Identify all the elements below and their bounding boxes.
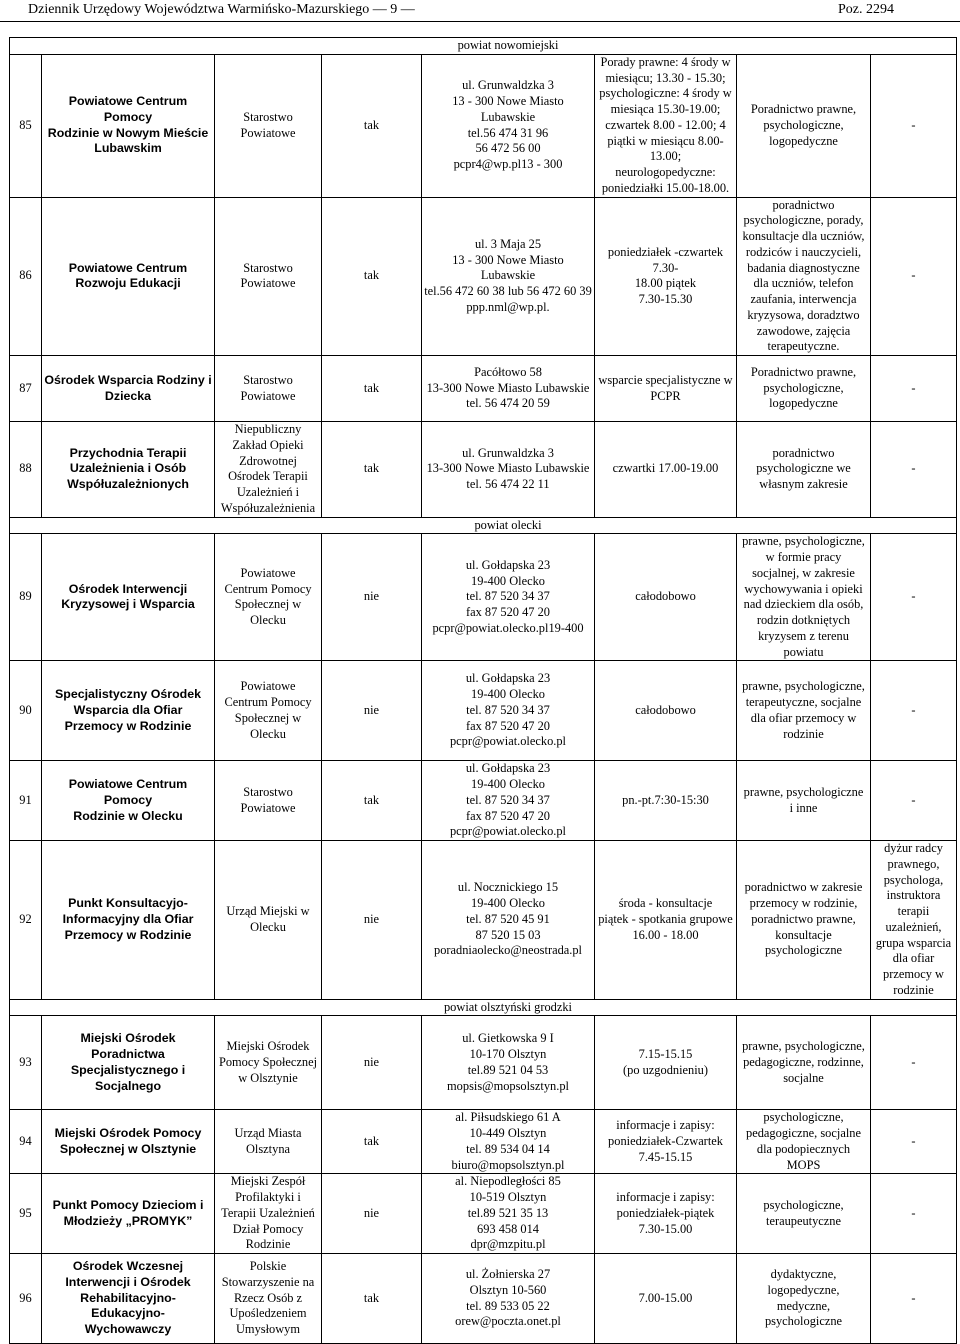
founding-body: Niepubliczny Zakład Opieki Zdrowotnej Ośrodek Terapii Uzależnień i Współuzależnienia (215, 422, 322, 518)
other-info: - (871, 761, 957, 841)
support-scope: prawne, psychologiczne, w formie pracy socjalnej, w zakresie wychowywania i opieki nad dzieckiem dla osób, rodzin dotkniętych kryzysem z terenu powiatu (737, 534, 871, 661)
address-contact: ul. Gołdapska 23 19-400 Olecko tel. 87 520 34 37 fax 87 520 47 20 pcpr@powiat.olecko.pl19-400 (422, 534, 595, 661)
ngo-flag: nie (322, 841, 422, 1000)
address-contact: al. Niepodległości 85 10-519 Olsztyn tel.89 521 35 13 693 458 014 dpr@mzpitu.pl (422, 1174, 595, 1254)
institution-name: Specjalistyczny Ośrodek Wsparcia dla Ofiar Przemocy w Rodzinie (42, 661, 215, 761)
founding-body: Urząd Miasta Olsztyna (215, 1110, 322, 1174)
opening-hours: pn.-pt.7:30-15:30 (595, 761, 737, 841)
table-row (10, 1174, 957, 1254)
founding-body: Starostwo Powiatowe (215, 761, 322, 841)
row-number: 93 (10, 1016, 42, 1110)
row-number: 91 (10, 761, 42, 841)
other-info: dyżur radcy prawnego, psychologa, instruktora terapii uzależnień, grupa wsparcia dla ofiar przemocy w rodzinie (871, 841, 957, 1000)
support-scope: Poradnictwo prawne, psychologiczne, logopedyczne (737, 54, 871, 197)
other-info: - (871, 1254, 957, 1344)
row-number: 85 (10, 54, 42, 197)
address-contact: ul. Gołdapska 23 19-400 Olecko tel. 87 520 34 37 fax 87 520 47 20 pcpr@powiat.olecko.pl (422, 761, 595, 841)
opening-hours: Porady prawne: 4 środy w miesiącu; 13.30 - 15.30; psychologiczne: 4 środy w miesiąca 15.30-19.00; czwartek 8.00 - 12.00; 4 piątki w miesiącu 8.00-13.00; neurologopedyczne: poniedziałki 15.00-18.00. (595, 54, 737, 197)
support-scope: poradnictwo w zakresie przemocy w rodzinie, poradnictwo prawne, konsultacje psychologiczne (737, 841, 871, 1000)
other-info: - (871, 1174, 957, 1254)
row-number: 95 (10, 1174, 42, 1254)
address-contact: ul. Grunwaldzka 3 13 - 300 Nowe Miasto Lubawskie tel.56 474 31 96 56 472 56 00 pcpr4@wp.pl13 - 300 (422, 54, 595, 197)
founding-body: Starostwo Powiatowe (215, 54, 322, 197)
support-scope: Poradnictwo prawne, psychologiczne, logopedyczne (737, 356, 871, 422)
ngo-flag: tak (322, 761, 422, 841)
founding-body: Miejski Ośrodek Pomocy Społecznej w Olsztynie (215, 1016, 322, 1110)
founding-body: Miejski Zespół Profilaktyki i Terapii Uzależnień Dział Pomocy Rodzinie (215, 1174, 322, 1254)
row-number: 90 (10, 661, 42, 761)
region-title: powiat nowomiejski (422, 38, 595, 55)
institution-name: Powiatowe Centrum Rozwoju Edukacji (42, 197, 215, 356)
institution-name: Ośrodek Wsparcia Rodziny i Dziecka (42, 356, 215, 422)
ngo-flag: tak (322, 356, 422, 422)
institution-name: Ośrodek Interwencji Kryzysowej i Wsparcia (42, 534, 215, 661)
support-scope: poradnictwo psychologiczne, porady, konsultacje dla uczniów, rodziców i nauczycieli, badania diagnostyczne dla uczniów, telefon zaufania, interwencja kryzysowa, doradztwo zawodowe, zajęcia terapeutyczne. (737, 197, 871, 356)
other-info: - (871, 534, 957, 661)
ngo-flag: tak (322, 197, 422, 356)
address-contact: ul. 3 Maja 25 13 - 300 Nowe Miasto Lubawskie tel.56 472 60 38 lub 56 472 60 39 ppp.nml@wp.pl. (422, 197, 595, 356)
ngo-flag: nie (322, 1174, 422, 1254)
region-title: powiat olecki (422, 517, 595, 534)
founding-body: Powiatowe Centrum Pomocy Społecznej w Olecku (215, 534, 322, 661)
institution-name: Przychodnia Terapii Uzależnienia i Osób Współuzależnionych (42, 422, 215, 518)
opening-hours: całodobowo (595, 661, 737, 761)
opening-hours: 7.00-15.00 (595, 1254, 737, 1344)
address-contact: al. Piłsudskiego 61 A 10-449 Olsztyn tel. 89 534 04 14 biuro@mopsolsztyn.pl (422, 1110, 595, 1174)
row-number: 96 (10, 1254, 42, 1344)
support-scope: psychologiczne, teraupeutyczne (737, 1174, 871, 1254)
other-info: - (871, 197, 957, 356)
founding-body: Starostwo Powiatowe (215, 356, 322, 422)
opening-hours: wsparcie specjalistyczne w PCPR (595, 356, 737, 422)
address-contact: ul. Gietkowska 9 I 10-170 Olsztyn tel.89 521 04 53 mopsis@mopsolsztyn.pl (422, 1016, 595, 1110)
opening-hours: informacje i zapisy: poniedziałek-piątek 7.30-15.00 (595, 1174, 737, 1254)
opening-hours: informacje i zapisy: poniedziałek-Czwartek 7.45-15.15 (595, 1110, 737, 1174)
founding-body: Polskie Stowarzyszenie na Rzecz Osób z Upośledzeniem Umysłowym (215, 1254, 322, 1344)
table-row (10, 197, 957, 356)
institution-name: Punkt Konsultacyjo- Informacyjny dla Ofiar Przemocy w Rodzinie (42, 841, 215, 1000)
institution-name: Powiatowe Centrum Pomocy Rodzinie w Olecku (42, 761, 215, 841)
address-contact: ul. Nocznickiego 15 19-400 Olecko tel. 87 520 45 91 87 520 15 03 poradniaolecko@neostrada.pl (422, 841, 595, 1000)
table-row (10, 54, 957, 197)
row-number: 94 (10, 1110, 42, 1174)
page-header (0, 0, 960, 24)
row-number: 92 (10, 841, 42, 1000)
address-contact: ul. Gołdapska 23 19-400 Olecko tel. 87 520 34 37 fax 87 520 47 20 pcpr@powiat.olecko.pl (422, 661, 595, 761)
institution-name: Miejski Ośrodek Poradnictwa Specjalistycznego i Socjalnego (42, 1016, 215, 1110)
support-scope: prawne, psychologiczne, pedagogiczne, rodzinne, socjalne (737, 1016, 871, 1110)
address-contact: Pacółtowo 58 13-300 Nowe Miasto Lubawskie tel. 56 474 20 59 (422, 356, 595, 422)
founding-body: Urząd Miejski w Olecku (215, 841, 322, 1000)
other-info: - (871, 54, 957, 197)
region-row (10, 999, 957, 1016)
table-row (10, 1254, 957, 1344)
other-info: - (871, 356, 957, 422)
ngo-flag: tak (322, 54, 422, 197)
row-number: 89 (10, 534, 42, 661)
region-row (10, 38, 957, 55)
address-contact: ul. Żołnierska 27 Olsztyn 10-560 tel. 89 533 05 22 orew@poczta.onet.pl (422, 1254, 595, 1344)
opening-hours: 7.15-15.15 (po uzgodnieniu) (595, 1016, 737, 1110)
other-info: - (871, 1110, 957, 1174)
region-row (10, 517, 957, 534)
opening-hours: poniedziałek -czwartek 7.30- 18.00 piątek 7.30-15.30 (595, 197, 737, 356)
row-number: 87 (10, 356, 42, 422)
row-number: 88 (10, 422, 42, 518)
ngo-flag: nie (322, 534, 422, 661)
table-row (10, 356, 957, 422)
opening-hours: czwartki 17.00-19.00 (595, 422, 737, 518)
table-row (10, 661, 957, 761)
table-row (10, 761, 957, 841)
table-row (10, 1110, 957, 1174)
ngo-flag: nie (322, 661, 422, 761)
other-info: - (871, 422, 957, 518)
support-scope: prawne, psychologiczne i inne (737, 761, 871, 841)
ngo-flag: nie (322, 1016, 422, 1110)
table-row (10, 422, 957, 518)
founding-body: Powiatowe Centrum Pomocy Społecznej w Olecku (215, 661, 322, 761)
other-info: - (871, 1016, 957, 1110)
ngo-flag: tak (322, 422, 422, 518)
region-title: powiat olsztyński grodzki (422, 999, 595, 1016)
row-number: 86 (10, 197, 42, 356)
table-row (10, 534, 957, 661)
header-rule (0, 21, 960, 22)
address-contact: ul. Grunwaldzka 3 13-300 Nowe Miasto Lubawskie tel. 56 474 22 11 (422, 422, 595, 518)
institution-name: Powiatowe Centrum Pomocy Rodzinie w Nowym Mieście Lubawskim (42, 54, 215, 197)
table-row (10, 841, 957, 1000)
ngo-flag: tak (322, 1254, 422, 1344)
institutions-table (9, 37, 957, 1344)
support-scope: poradnictwo psychologiczne we własnym zakresie (737, 422, 871, 518)
founding-body: Starostwo Powiatowe (215, 197, 322, 356)
journal-title: Dziennik Urzędowy Województwa Warmińsko-Mazurskiego — 9 — (28, 2, 415, 17)
opening-hours: całodobowo (595, 534, 737, 661)
position-number: Poz. 2294 (838, 2, 894, 17)
institution-name: Miejski Ośrodek Pomocy Społecznej w Olsztynie (42, 1110, 215, 1174)
other-info: - (871, 661, 957, 761)
support-scope: psychologiczne, pedagogiczne, socjalne dla podopiecznych MOPS (737, 1110, 871, 1174)
institution-name: Punkt Pomocy Dzieciom i Młodzieży „PROMYK” (42, 1174, 215, 1254)
table-row (10, 1016, 957, 1110)
ngo-flag: tak (322, 1110, 422, 1174)
support-scope: dydaktyczne, logopedyczne, medyczne, psychologiczne (737, 1254, 871, 1344)
support-scope: prawne, psychologiczne, terapeutyczne, socjalne dla ofiar przemocy w rodzinie (737, 661, 871, 761)
institution-name: Ośrodek Wczesnej Interwencji i Ośrodek Rehabilitacyjno-Edukacyjno- Wychowawczy (42, 1254, 215, 1344)
opening-hours: środa - konsultacje piątek - spotkania grupowe 16.00 - 18.00 (595, 841, 737, 1000)
